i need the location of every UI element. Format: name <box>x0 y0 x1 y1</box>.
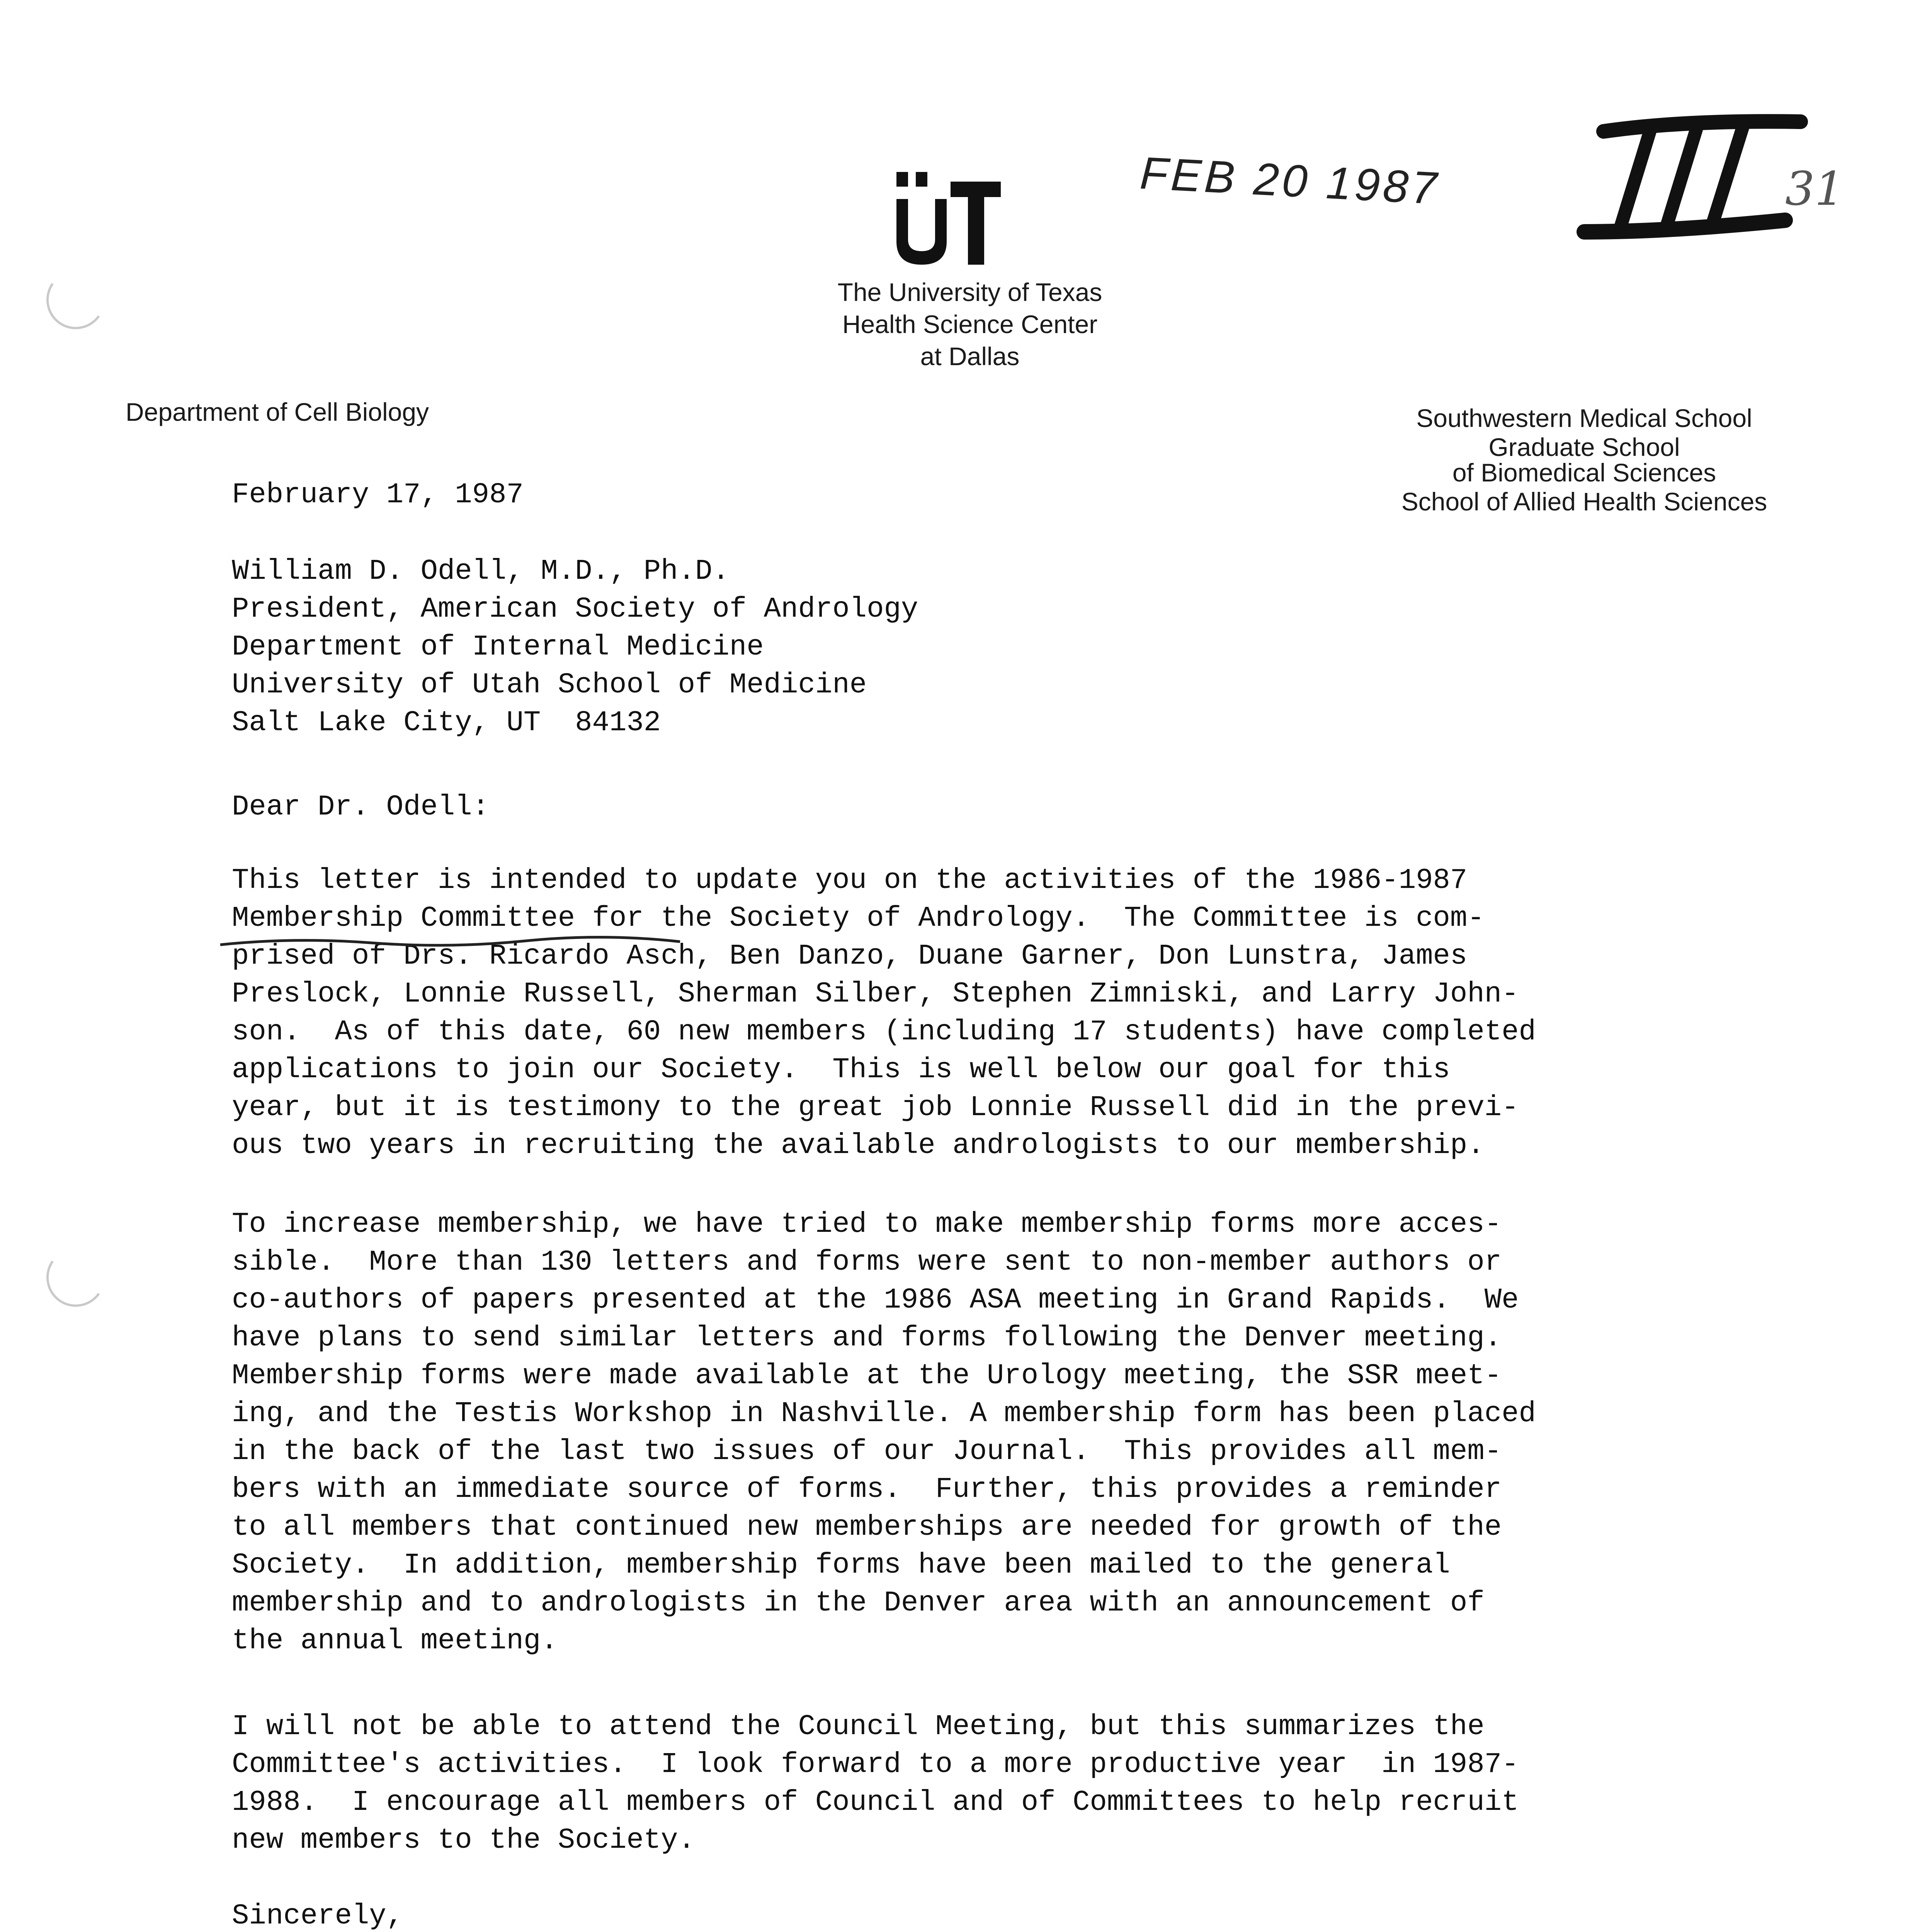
recipient-line: William D. Odell, M.D., Ph.D. <box>232 555 730 588</box>
school-name: Graduate School <box>1488 433 1680 461</box>
body-line: Committee's activities. I look forward to a more productive year in 1987- <box>232 1748 1519 1781</box>
body-line: I will not be able to attend the Council Meeting, but this summarizes the <box>232 1711 1485 1743</box>
body-line: Society. In addition, membership forms have been mailed to the general <box>232 1549 1450 1582</box>
institution-name <box>796 276 1144 372</box>
body-line: the annual meeting. <box>232 1625 558 1657</box>
body-line: ous two years in recruiting the available andrologists to our membership. <box>232 1129 1485 1162</box>
school-name: Southwestern Medical School <box>1416 404 1752 432</box>
body-line: new members to the Society. <box>232 1824 695 1857</box>
body-line: prised of Drs. Ricardo Asch, Ben Danzo, Duane Garner, Don Lunstra, James <box>232 940 1468 973</box>
body-line: To increase membership, we have tried to make membership forms more acces- <box>232 1208 1502 1241</box>
body-line: Membership Committee for the Society of Andrology. The Committee is com- <box>232 902 1485 935</box>
recipient-line: University of Utah School of Medicine <box>232 669 867 701</box>
ut-logo <box>893 162 1009 270</box>
department-name: Department of Cell Biology <box>126 398 429 426</box>
recipient-line: Salt Lake City, UT 84132 <box>232 707 661 739</box>
handwritten-page-number: 31 <box>1785 162 1844 216</box>
body-line: co-authors of papers presented at the 1986 ASA meeting in Grand Rapids. We <box>232 1284 1519 1316</box>
salutation: Dear Dr. Odell: <box>232 791 490 823</box>
body-line: bers with an immediate source of forms. Further, this provides a reminder <box>232 1473 1502 1506</box>
body-line: son. As of this date, 60 new members (including 17 students) have completed <box>232 1016 1536 1048</box>
body-line: 1988. I encourage all members of Council and of Committees to help recruit <box>232 1786 1519 1819</box>
body-line: Preslock, Lonnie Russell, Sherman Silber, Stephen Zimniski, and Larry John- <box>232 978 1519 1010</box>
body-line: year, but it is testimony to the great job Lonnie Russell did in the previ- <box>232 1092 1519 1124</box>
binder-hole-top <box>42 266 110 334</box>
institution-line: Health Science Center <box>842 310 1098 338</box>
letter-date: February 17, 1987 <box>232 479 524 511</box>
institution-line: at Dallas <box>920 342 1020 371</box>
body-line: Membership forms were made available at the Urology meeting, the SSR meet- <box>232 1360 1502 1392</box>
recipient-line: Department of Internal Medicine <box>232 631 764 663</box>
institution-line: The University of Texas <box>837 278 1102 306</box>
schools-list <box>1372 402 1797 518</box>
handwritten-underline <box>216 925 719 956</box>
body-line: sible. More than 130 letters and forms were sent to non-member authors or <box>232 1246 1502 1279</box>
body-line: applications to join our Society. This is well below our goal for this <box>232 1054 1450 1086</box>
binder-hole-middle <box>42 1243 110 1311</box>
body-line: ing, and the Testis Workshop in Nashville. A membership form has been placed <box>232 1398 1536 1430</box>
body-line: This letter is intended to update you on the activities of the 1986-1987 <box>232 864 1468 897</box>
recipient-address <box>232 553 918 742</box>
body-paragraph-2 <box>232 1206 1536 1660</box>
school-name: of Biomedical Sciences <box>1452 458 1716 487</box>
body-line: in the back of the last two issues of our Journal. This provides all mem- <box>232 1435 1502 1468</box>
body-line: have plans to send similar letters and forms following the Denver meeting. <box>232 1322 1502 1354</box>
body-paragraph-1 <box>232 862 1536 1165</box>
body-paragraph-3 <box>232 1708 1519 1859</box>
received-date-stamp: FEB 20 1987 <box>1139 147 1441 214</box>
school-name: School of Allied Health Sciences <box>1401 487 1767 516</box>
closing: Sincerely, <box>232 1900 404 1932</box>
body-line: membership and to andrologists in the Denver area with an announcement of <box>232 1587 1485 1619</box>
recipient-line: President, American Society of Andrology <box>232 593 918 626</box>
body-line: to all members that continued new memberships are needed for growth of the <box>232 1511 1502 1544</box>
